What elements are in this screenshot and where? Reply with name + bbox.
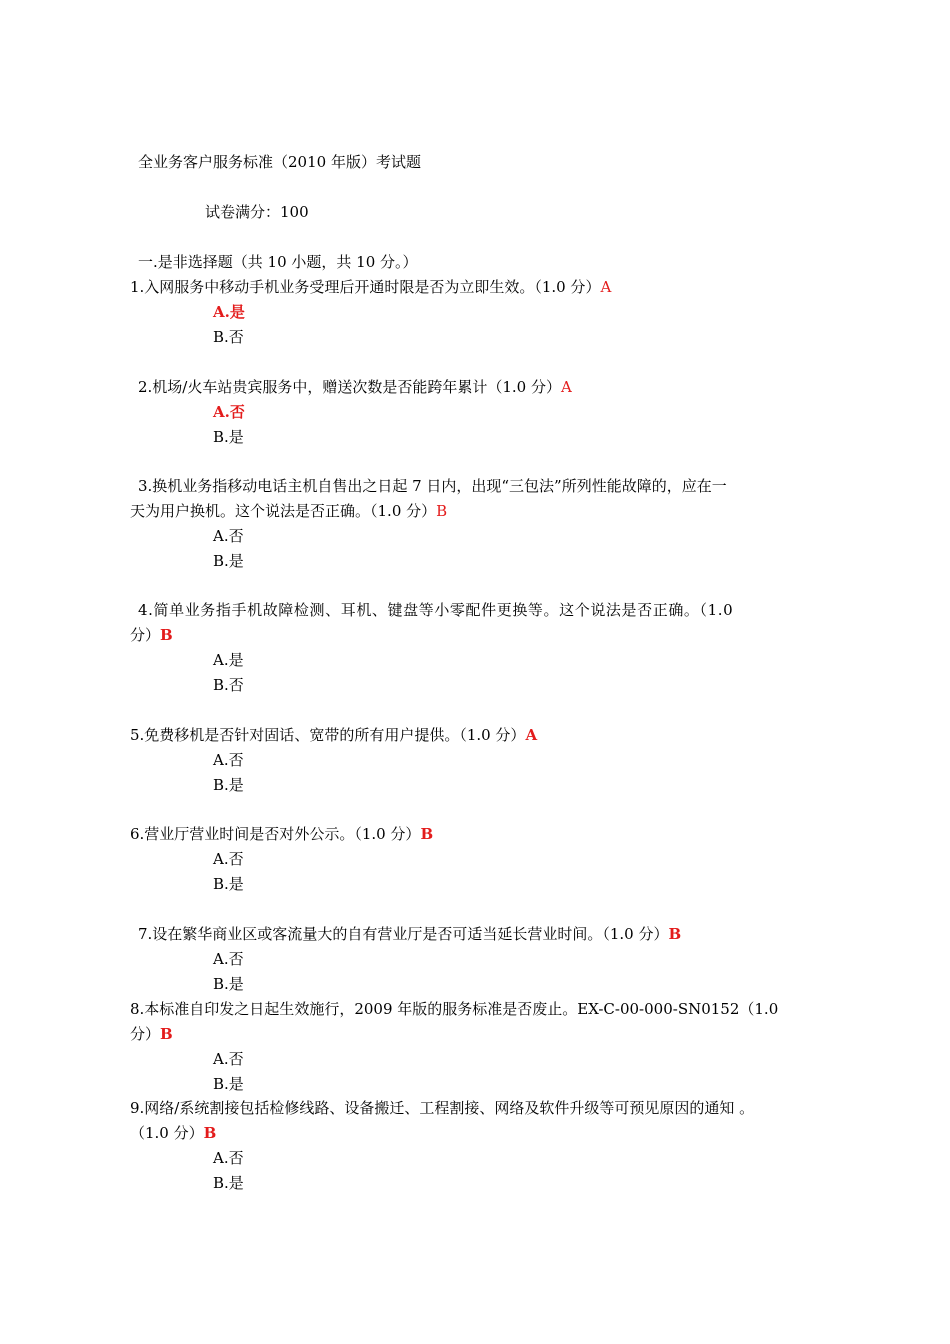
question-2-text xyxy=(138,377,572,397)
question-2-answer: A xyxy=(561,378,572,396)
question-2-option-a: A.否 xyxy=(213,403,245,421)
question-4-line-1: 4.简单业务指手机故障检测、耳机、键盘等小零配件更换等。这个说法是否正确。（1.0 xyxy=(138,601,734,619)
question-9-answer: B xyxy=(203,1124,217,1142)
question-2-option-b: B.是 xyxy=(213,428,244,446)
question-8-line-2: 分） xyxy=(130,1025,161,1043)
question-1-option-a: A.是 xyxy=(213,303,245,321)
question-9-text xyxy=(130,1123,216,1143)
question-6-option-a: A.否 xyxy=(213,850,244,868)
question-6-option-b: B.是 xyxy=(213,875,244,893)
question-4-text xyxy=(130,625,173,645)
question-6-answer: B xyxy=(420,825,434,843)
question-6-text xyxy=(130,824,433,844)
question-1-option-b: B.否 xyxy=(213,328,244,346)
question-5-answer: A xyxy=(525,726,538,744)
question-7-option-b: B.是 xyxy=(213,975,244,993)
question-8-answer: B xyxy=(160,1025,173,1043)
question-4-option-b: B.否 xyxy=(213,676,244,694)
question-3-option-b: B.是 xyxy=(213,552,244,570)
section-heading: 一.是非选择题（共 10 小题，共 10 分。） xyxy=(138,253,418,271)
question-7-text xyxy=(138,924,681,944)
question-9-line-2: （1.0 分） xyxy=(130,1124,204,1142)
full-score: 试卷满分：100 xyxy=(205,203,309,221)
question-1-text xyxy=(130,277,611,297)
question-4-line-2: 分） xyxy=(130,626,161,644)
question-3-line-2: 天为用户换机。这个说法是否正确。（1.0 分） xyxy=(130,502,437,520)
question-3-option-a: A.否 xyxy=(213,527,244,545)
question-8-option-b: B.是 xyxy=(213,1075,244,1093)
question-7-option-a: A.否 xyxy=(213,950,244,968)
question-9-option-a: A.否 xyxy=(213,1149,244,1167)
question-5-option-b: B.是 xyxy=(213,776,244,794)
question-8-text xyxy=(130,1024,173,1044)
question-7-line-1: 7.设在繁华商业区或客流量大的自有营业厅是否可适当延长营业时间。（1.0 分） xyxy=(138,925,669,943)
question-9-option-b: B.是 xyxy=(213,1174,244,1192)
question-2-line-1: 2.机场/火车站贵宾服务中，赠送次数是否能跨年累计（1.0 分） xyxy=(138,378,561,396)
question-3-line-1: 3.换机业务指移动电话主机自售出之日起 7 日内，出现“三包法”所列性能故障的，应在一 xyxy=(138,477,727,495)
question-4-answer: B xyxy=(160,626,173,644)
question-8-line-1: 8.本标准自印发之日起生效施行，2009 年版的服务标准是否废止。EX-C-00-000-SN0152（1.0 xyxy=(130,1000,779,1018)
question-1-line-1: 1.入网服务中移动手机业务受理后开通时限是否为立即生效。（1.0 分） xyxy=(130,278,601,296)
question-3-text xyxy=(130,501,447,521)
question-4-option-a: A.是 xyxy=(213,651,244,669)
page-title: 全业务客户服务标准（2010 年版）考试题 xyxy=(138,153,421,171)
question-9-line-1: 9.网络/系统割接包括检修线路、设备搬迁、工程割接、网络及软件升级等可预见原因的通知 。 xyxy=(130,1099,755,1117)
question-8-option-a: A.否 xyxy=(213,1050,244,1068)
question-7-answer: B xyxy=(668,925,682,943)
question-5-text xyxy=(130,725,537,745)
question-5-line-1: 5.免费移机是否针对固话、宽带的所有用户提供。（1.0 分） xyxy=(130,726,526,744)
question-1-answer: A xyxy=(600,278,612,296)
question-3-answer: B xyxy=(436,502,448,520)
question-6-line-1: 6.营业厅营业时间是否对外公示。（1.0 分） xyxy=(130,825,421,843)
question-5-option-a: A.否 xyxy=(213,751,244,769)
